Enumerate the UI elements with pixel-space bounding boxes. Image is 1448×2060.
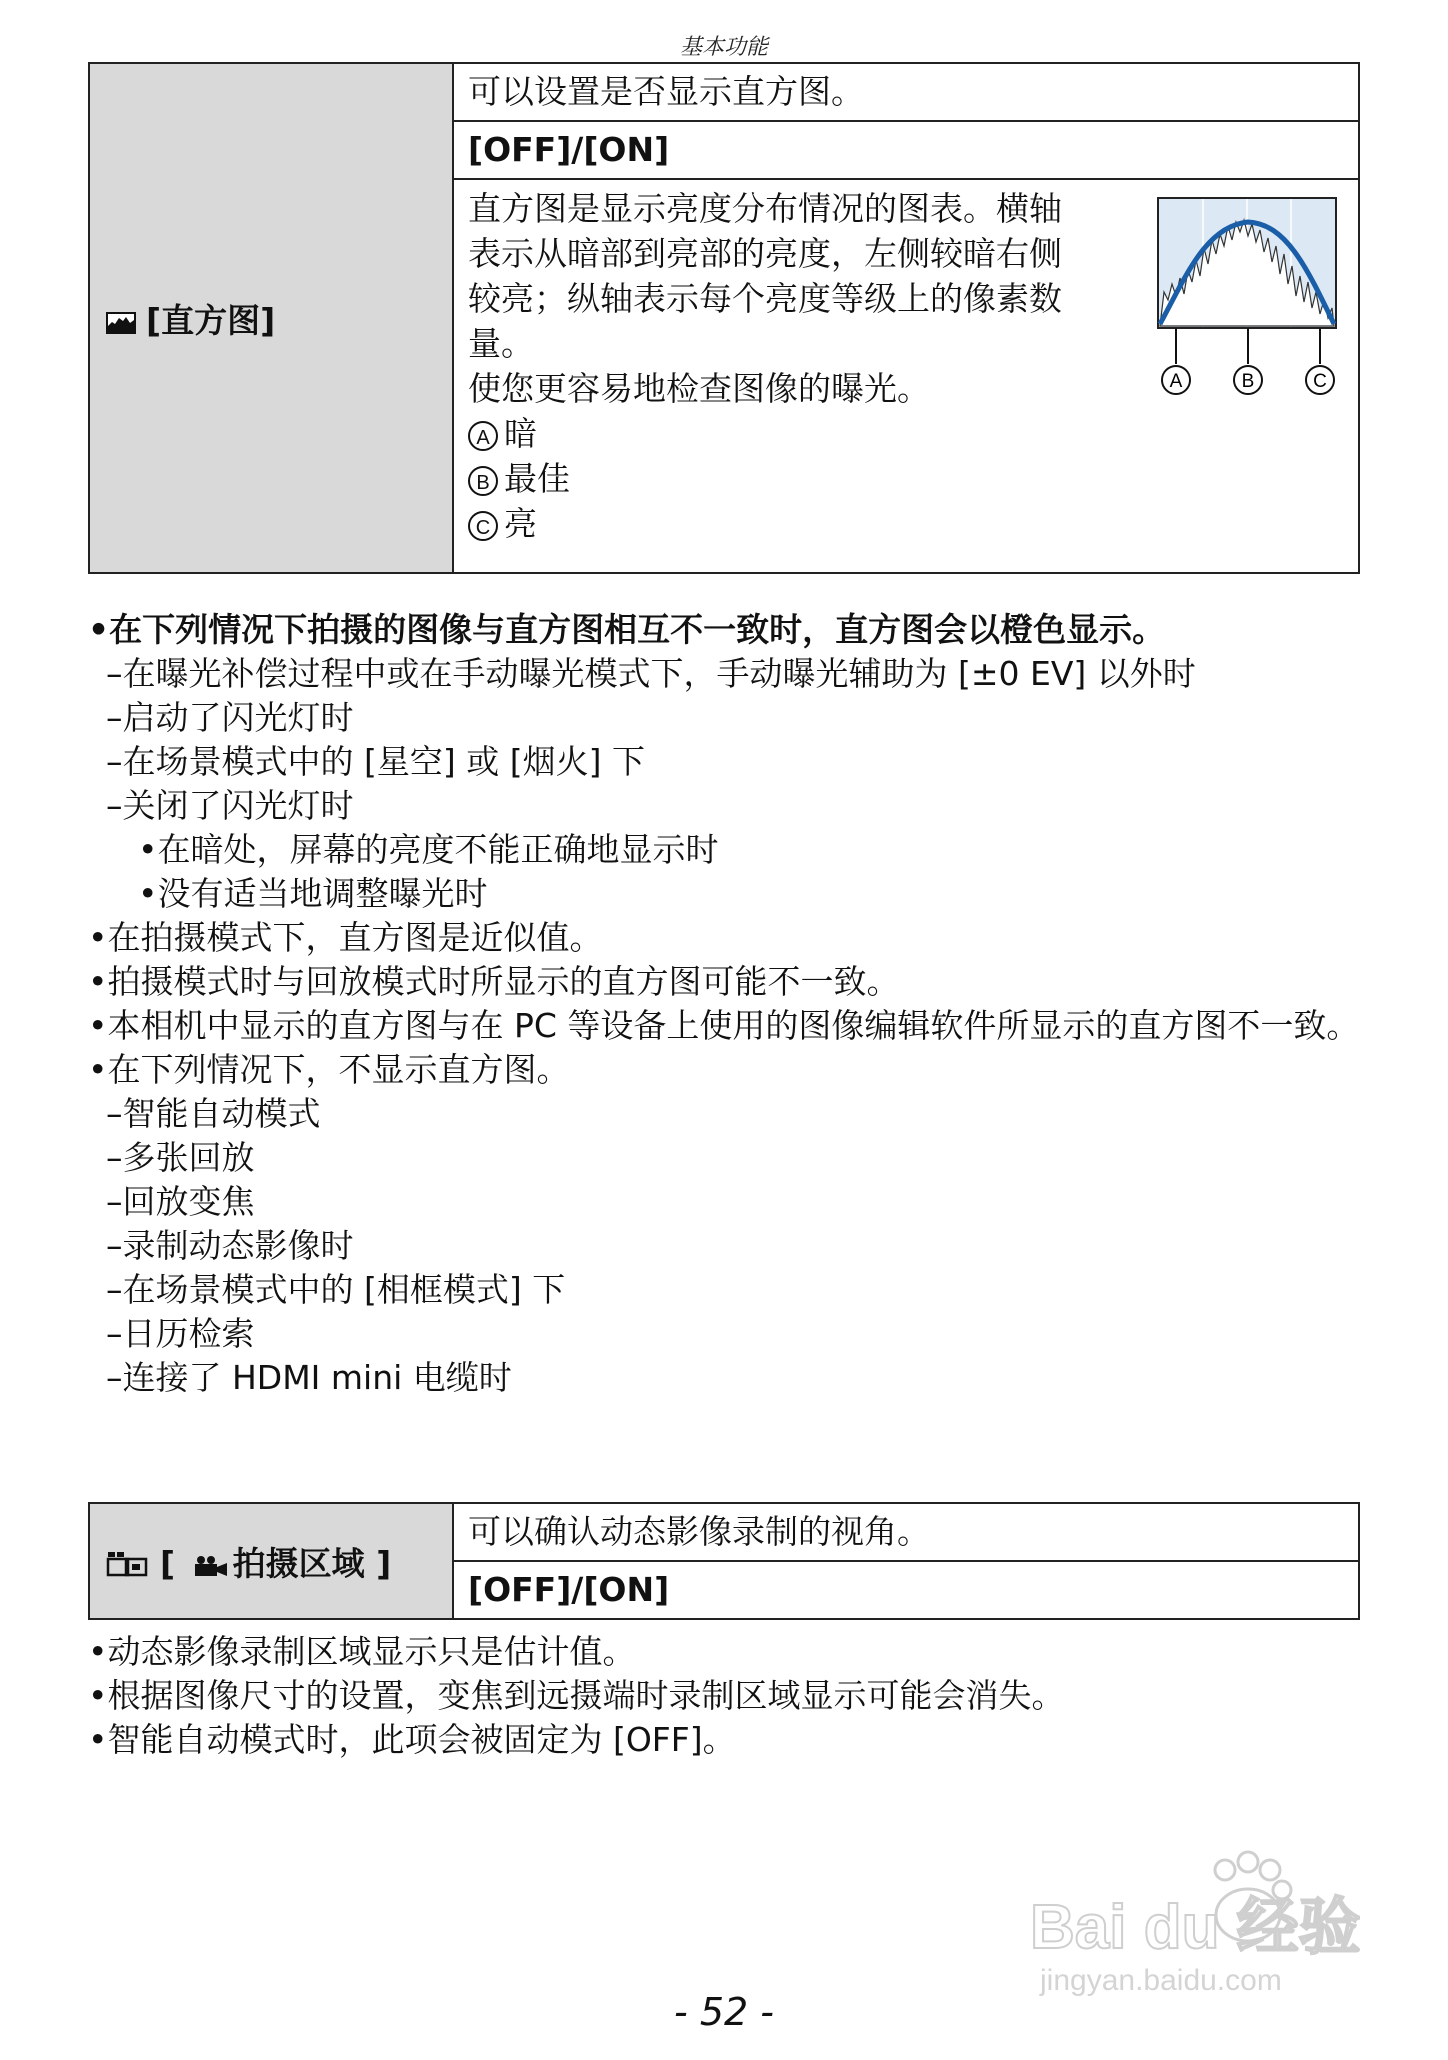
list-text: 在场景模式中的 [相框模式] 下 [122,1270,566,1309]
list-text: 拍摄模式时与回放模式时所显示的直方图可能不一致。 [107,962,900,1001]
histogram-mark-b: B [1241,371,1255,392]
dash-item [88,1092,1368,1136]
sub-bullet-item [88,828,1368,872]
list-marker: • [88,1006,108,1045]
bullet-item [88,1674,1368,1718]
list-marker: • [138,830,158,869]
dash-item [88,1180,1368,1224]
list-marker: • [88,1720,108,1759]
histogram-spec-table [88,62,1360,574]
list-text: 在下列情况下拍摄的图像与直方图相互不一致时，直方图会以橙色显示。 [109,610,1166,649]
list-text: 动态影像录制区域显示只是估计值。 [107,1632,636,1671]
dash-item [88,1136,1368,1180]
list-marker: – [106,742,123,781]
legend-text: 亮 [504,504,537,543]
bullet-item [88,1004,1368,1048]
rec-area-spec-table [88,1502,1360,1620]
histogram-label: [直方图] [146,300,276,340]
dash-item [88,740,1368,784]
histogram-mark-a: A [1169,371,1183,392]
watermark-url: jingyan.baidu.com [1040,1964,1282,1997]
rec-area-label: 拍摄区域 ] [232,1543,392,1583]
description-line: 量。 [468,324,534,363]
dash-item [88,784,1368,828]
bullet-item [88,1630,1368,1674]
histogram-illustration [1156,196,1340,411]
watermark-logo: Bai du 经验 [1030,1893,1360,1962]
list-text: 在暗处，屏幕的亮度不能正确地显示时 [157,830,719,869]
legend-item-dark [468,411,1114,456]
bullet-item [88,1048,1368,1092]
sub-bullet-item [88,872,1368,916]
list-text: 智能自动模式 [122,1094,321,1133]
description-line: 使您更容易地检查图像的曝光。 [468,369,930,408]
list-marker: • [88,962,108,1001]
rec-area-label-cell [89,1503,453,1619]
list-marker: • [88,1632,108,1671]
list-marker: – [106,1182,123,1221]
description-line: 较亮；纵轴表示每个亮度等级上的像素数 [468,279,1062,318]
bullet-item [88,608,1368,652]
list-marker: – [106,1094,123,1133]
dash-item [88,1312,1368,1356]
rec-area-notes [88,1630,1368,1762]
description-line: 表示从暗部到亮部的亮度，左侧较暗右侧 [468,234,1062,273]
list-text: 在曝光补偿过程中或在手动曝光模式下，手动曝光辅助为 [±0 EV] 以外时 [122,654,1196,693]
list-marker: – [106,1226,123,1265]
rec-area-icon [106,1546,150,1585]
list-marker: – [106,1358,123,1397]
bullet-item [88,916,1368,960]
list-text: 日历检索 [122,1314,255,1353]
rec-area-options: [OFF]/[ON] [453,1561,1359,1619]
list-text: 在场景模式中的 [星空] 或 [烟火] 下 [122,742,645,781]
list-marker: – [106,786,123,825]
dash-item [88,1356,1368,1400]
legend-item-bright [468,501,1114,546]
histogram-options: [OFF]/[ON] [453,121,1359,179]
histogram-icon [106,303,136,342]
list-text: 在拍摄模式下，直方图是近似值。 [107,918,603,957]
list-text: 多张回放 [122,1138,255,1177]
list-text: 智能自动模式时，此项会被固定为 [OFF]。 [107,1720,736,1759]
list-marker: – [106,698,123,737]
baidu-jingyan-watermark [1020,1830,1360,2004]
list-text: 在下列情况下，不显示直方图。 [107,1050,570,1089]
histogram-label-cell [89,63,453,573]
histogram-description-cell [453,179,1359,573]
list-marker: • [88,610,110,649]
list-marker: • [138,874,158,913]
list-text: 本相机中显示的直方图与在 PC 等设备上使用的图像编辑软件所显示的直方图不一致。 [107,1006,1360,1045]
list-text: 关闭了闪光灯时 [122,786,354,825]
list-marker: • [88,1050,108,1089]
list-marker: • [88,1676,108,1715]
dash-item [88,696,1368,740]
bullet-item [88,1718,1368,1762]
histogram-intro: 可以设置是否显示直方图。 [453,63,1359,121]
movie-camera-icon [193,1546,229,1585]
dash-item [88,652,1368,696]
list-text: 连接了 HDMI mini 电缆时 [122,1358,512,1397]
bullet-item [88,960,1368,1004]
list-marker: • [88,918,108,957]
legend-mark: C [468,511,498,541]
legend-text: 暗 [504,414,537,453]
list-text: 回放变焦 [122,1182,255,1221]
list-text: 没有适当地调整曝光时 [157,874,488,913]
list-marker: – [106,654,123,693]
legend-mark: B [468,466,498,496]
rec-area-label-open: [ [160,1543,176,1583]
list-text: 启动了闪光灯时 [122,698,354,737]
legend-text: 最佳 [504,459,570,498]
page-number: - 52 - [674,1990,774,2034]
list-marker: – [106,1314,123,1353]
rec-area-intro: 可以确认动态影像录制的视角。 [453,1503,1359,1561]
list-marker: – [106,1138,123,1177]
dash-item [88,1268,1368,1312]
histogram-description [468,186,1114,411]
description-line: 直方图是显示亮度分布情况的图表。横轴 [468,189,1062,228]
histogram-mark-c: C [1313,371,1327,392]
legend-mark: A [468,421,498,451]
list-text: 录制动态影像时 [122,1226,354,1265]
dash-item [88,1224,1368,1268]
page-header: 基本功能 [679,35,768,60]
list-text: 根据图像尺寸的设置，变焦到远摄端时录制区域显示可能会消失。 [107,1676,1065,1715]
list-marker: – [106,1270,123,1309]
legend-item-optimal [468,456,1114,501]
histogram-notes [88,608,1368,1400]
